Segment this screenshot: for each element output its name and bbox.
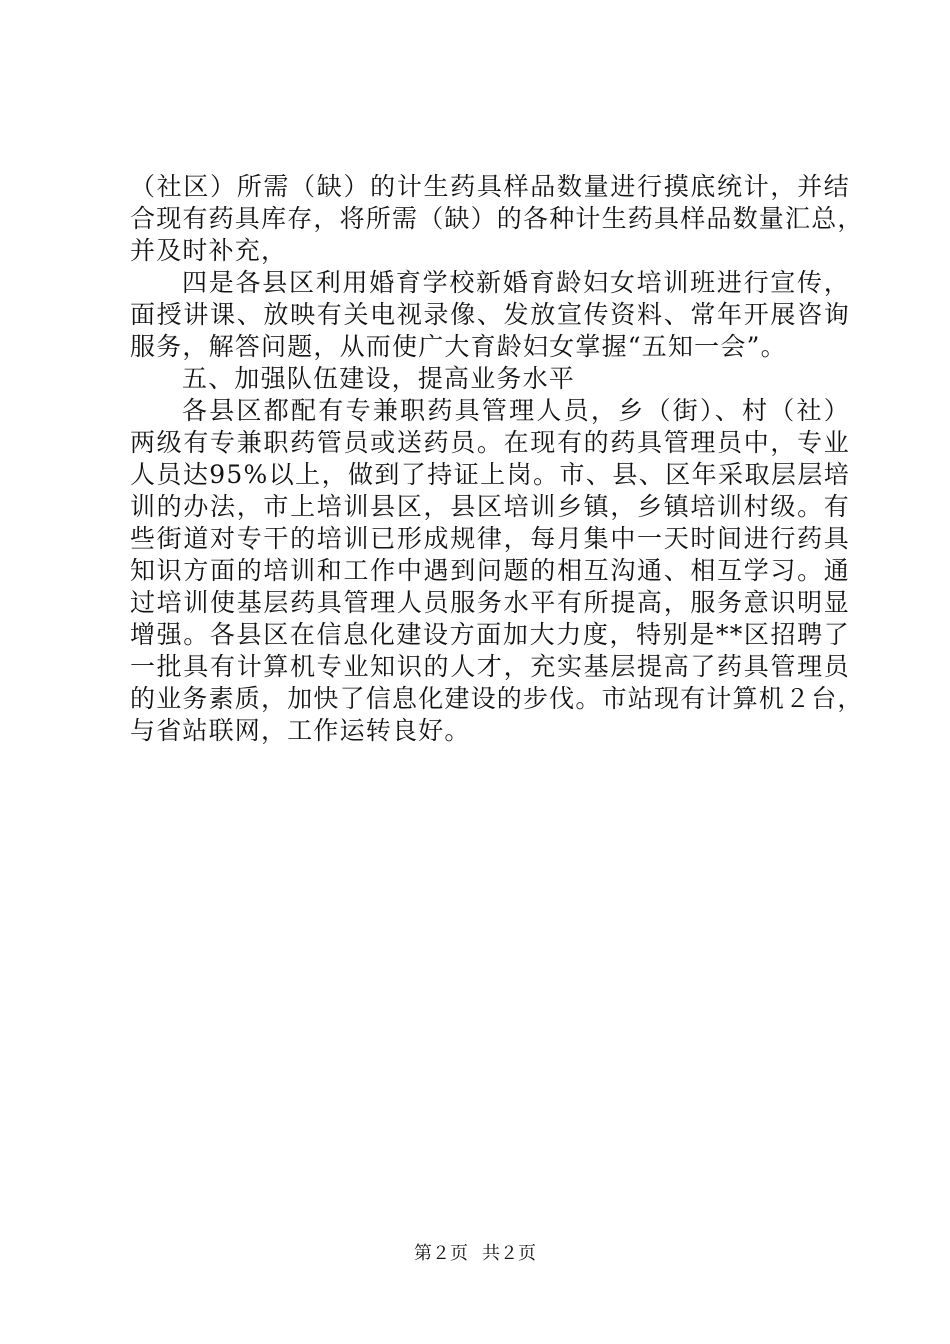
page-footer xyxy=(0,1242,950,1266)
text-line: 知识方面的培训和工作中遇到问题的相互沟通、相互学习。通 xyxy=(130,556,850,585)
paragraph-first-line: 四是各县区利用婚育学校新婚育龄妇女培训班进行宣传， xyxy=(182,268,850,297)
text-line: 面授讲课、放映有关电视录像、发放宣传资料、常年开展咨询 xyxy=(130,300,850,329)
section-heading: 五、加强队伍建设，提高业务水平 xyxy=(182,364,576,393)
page-number: 第２页 xyxy=(414,1243,468,1264)
text-line: 合现有药具库存，将所需（缺）的各种计生药具样品数量汇总， xyxy=(130,204,864,233)
text-line: 人员达95%以上，做到了持证上岗。市、县、区年采取层层培 xyxy=(130,460,850,489)
text-line: 些街道对专干的培训已形成规律，每月集中一天时间进行药具 xyxy=(130,524,850,553)
text-line: 过培训使基层药具管理人员服务水平有所提高，服务意识明显 xyxy=(130,588,850,617)
text-line: （社区）所需（缺）的计生药具样品数量进行摸底统计，并结 xyxy=(130,172,850,201)
text-line: 一批具有计算机专业知识的人才，充实基层提高了药具管理员 xyxy=(130,652,850,681)
text-line: 训的办法，市上培训县区，县区培训乡镇，乡镇培训村级。有 xyxy=(130,492,850,521)
text-line: 与省站联网，工作运转良好。 xyxy=(130,716,471,745)
text-line: 并及时补充， xyxy=(130,236,288,265)
text-line: 增强。各县区在信息化建设方面加大力度，特别是**区招聘了 xyxy=(130,620,850,649)
text-line: 的业务素质，加快了信息化建设的步伐。市站现有计算机２台， xyxy=(130,684,864,713)
paragraph-first-line: 各县区都配有专兼职药具管理人员，乡（街）、村（社） xyxy=(182,396,850,425)
page-total: 共２页 xyxy=(482,1243,536,1264)
document-body xyxy=(130,171,864,747)
text-line: 两级有专兼职药管员或送药员。在现有的药具管理员中，专业 xyxy=(130,428,850,457)
text-line: 服务，解答问题，从而使广大育龄妇女掌握“五知一会”。 xyxy=(130,332,787,361)
